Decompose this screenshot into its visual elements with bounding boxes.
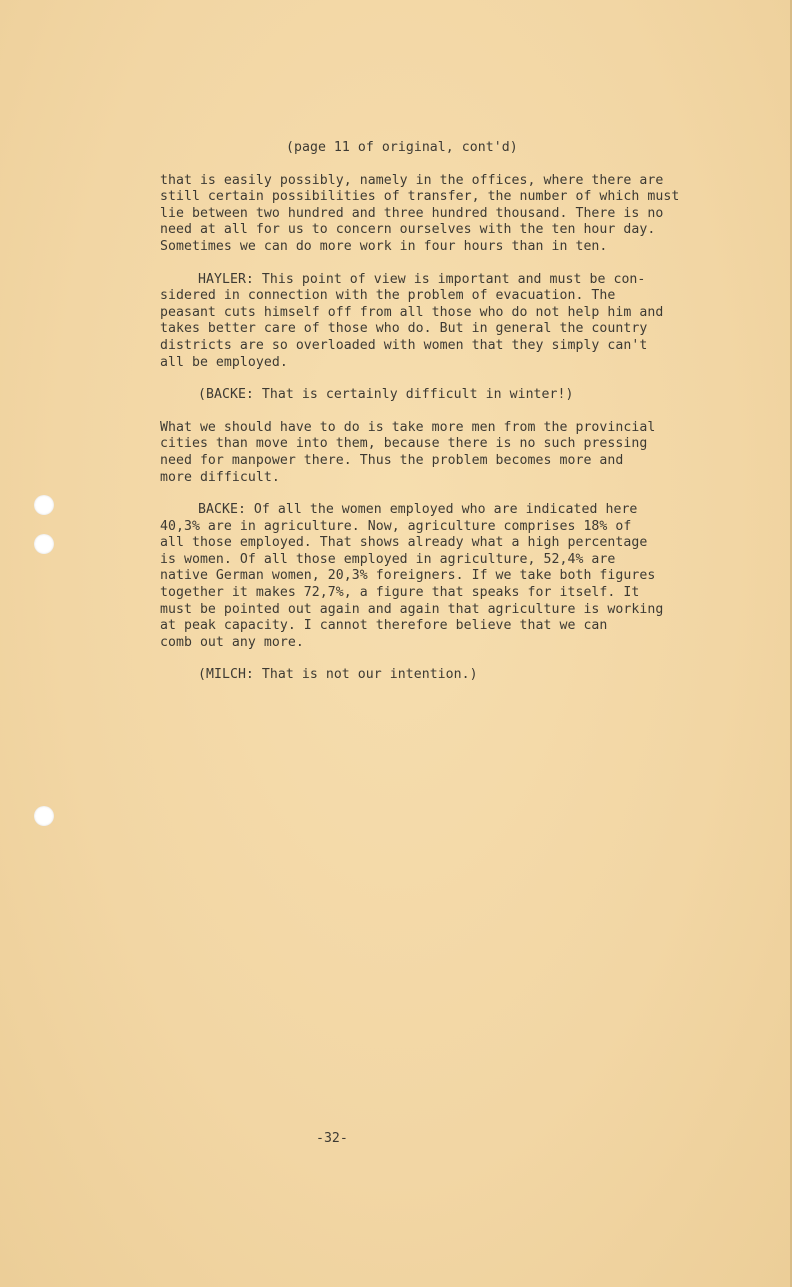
- punch-hole: [34, 495, 54, 515]
- paragraph-continuation: that is easily possibly, namely in the offices, where there are still certain possibilities of transfer, the number of which must lie between two hundred and three hundred thousand. There is no need at all for us to concern ourselves with the ten hour day. Sometimes we can do more work in four hours than in ten.: [160, 172, 680, 254]
- paragraph-provincial-cities: What we should have to do is take more men from the provincial cities than move into them, because there is no such pressing need for manpower there. Thus the problem becomes more and more difficult.: [160, 419, 656, 485]
- punch-hole: [34, 534, 54, 554]
- page-heading: (page 11 of original, cont'd): [286, 140, 518, 155]
- paragraph-backe-aside: (BACKE: That is certainly difficult in winter!): [198, 387, 574, 403]
- page-number: -32-: [316, 1131, 348, 1146]
- document-body: [160, 140, 720, 700]
- paragraph-milch-aside: (MILCH: That is not our intention.): [198, 667, 478, 683]
- paragraph-backe-statistics: BACKE: Of all the women employed who are indicated here 40,3% are in agriculture. Now, agriculture comprises 18% of all those employed. That shows already what a high percentage is women. Of all those employed in agriculture, 52,4% are native German women, 20,3% foreigners. If we take both figures together it makes 72,7%, a figure that speaks for itself. It must be pointed out again and again that agriculture is working at peak capacity. I cannot therefore believe that we can comb out any more.: [160, 502, 664, 650]
- punch-hole: [34, 806, 54, 826]
- paragraph-hayler: HAYLER: This point of view is important and must be con- sidered in connection with the problem of evacuation. The peasant cuts himself off from all those who do not help him and takes better care of those who do. But in general the country districts are so overloaded with women that they simply can't all be employed.: [160, 271, 664, 370]
